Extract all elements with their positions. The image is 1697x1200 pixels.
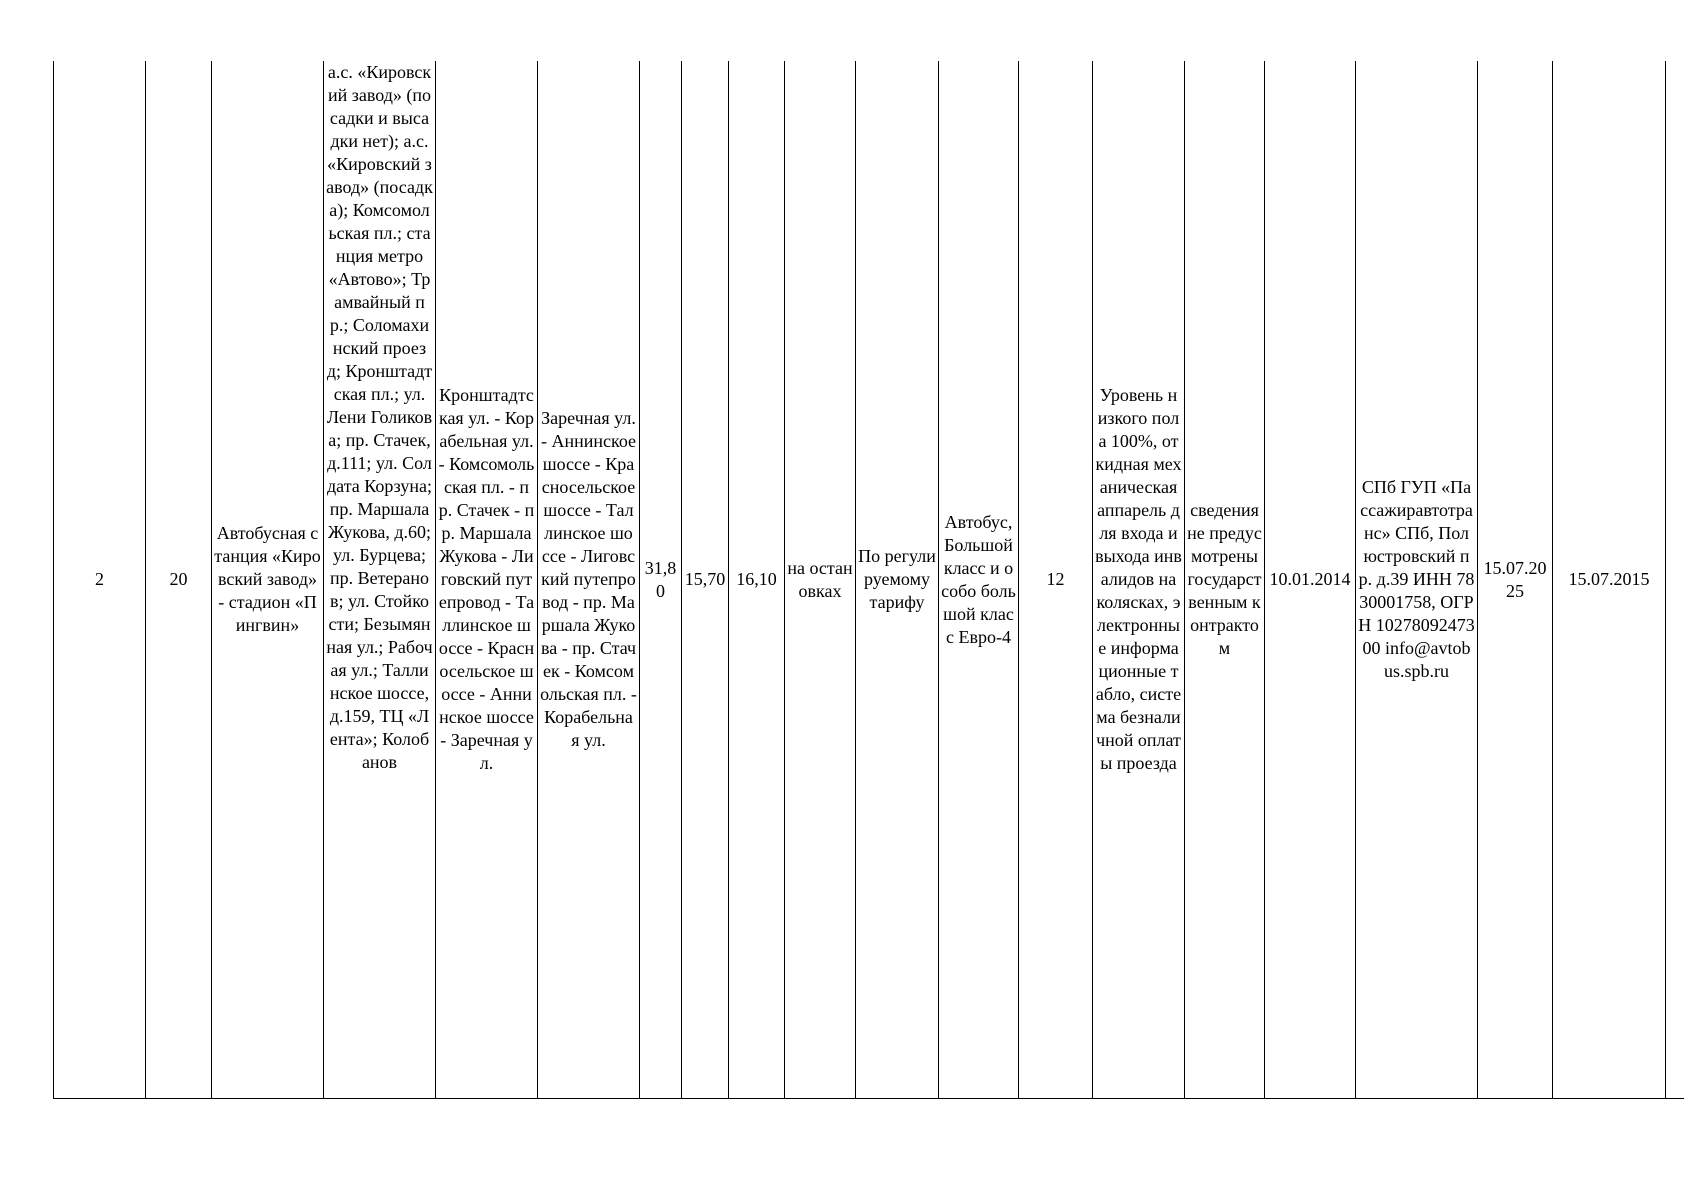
route-length-backward-cell: 16,10 bbox=[729, 61, 785, 1099]
table-row bbox=[54, 61, 1684, 1099]
date-cell: 15.07.2025 bbox=[1478, 61, 1553, 1099]
tariff-cell: По регулируемому тарифу bbox=[856, 61, 939, 1099]
empty-cell bbox=[1666, 61, 1684, 1099]
vehicle-count-cell: 12 bbox=[1019, 61, 1093, 1099]
vehicle-class-cell: Автобус, Большой класс и особо большой класс Евро-4 bbox=[939, 61, 1019, 1099]
stops-list-cell: а.с. «Кировский завод» (посадки и высадки нет); а.с. «Кировский завод» (посадка); Комсомольская пл.; станция метро «Автово»; Трамвайный пр.; Соломахинский проезд; Кронштадтская пл.; ул. Лени Голикова; пр. Стачек, д.111; ул. Солдата Корзуна; пр. Маршала Жукова, д.60; ул. Бурцева; пр. Ветеранов; ул. Стойкости; Безымянная ул.; Рабочая ул.; Таллинское шоссе, д.159, ТЦ «Лента»; Колобанов bbox=[324, 61, 436, 1099]
carrier-cell: СПб ГУП «Пассажиравтотранс» СПб, Полюстровский пр. д.39 ИНН 7830001758, ОГРН 1027809247300 info@avtobus.spb.ru bbox=[1356, 61, 1478, 1099]
start-date-cell: 10.01.2014 bbox=[1265, 61, 1356, 1099]
route-length-forward-cell: 15,70 bbox=[682, 61, 729, 1099]
route-register-table bbox=[53, 61, 1684, 1099]
vehicle-features-cell: Уровень низкого пола 100%, откидная механическая аппарель для входа и выхода инвалидов на колясках, электронные информационные табло, система безналичной оплаты проезда bbox=[1093, 61, 1185, 1099]
streets-backward-cell: Заречная ул. - Аннинское шоссе - Красносельское шоссе - Таллинское шоссе - Лиговский путепровод - пр. Маршала Жукова - пр. Стачек - Комсомольская пл. - Корабельная ул. bbox=[538, 61, 640, 1099]
seq-number-cell: 2 bbox=[54, 61, 146, 1099]
route-number-cell: 20 bbox=[146, 61, 212, 1099]
date-cell: 15.07.2015 bbox=[1553, 61, 1666, 1099]
route-length-total-cell: 31,80 bbox=[640, 61, 682, 1099]
streets-forward-cell: Кронштадтская ул. - Корабельная ул. - Комсомольская пл. - пр. Стачек - пр. Маршала Жукова - Лиговский путепровод - Таллинское шоссе - Красносельское шоссе - Аннинское шоссе - Заречная ул. bbox=[436, 61, 538, 1099]
route-name-cell: Автобусная станция «Кировский завод» - стадион «Пингвин» bbox=[212, 61, 324, 1099]
contract-info-cell: сведения не предусмотрены государственным контрактом bbox=[1185, 61, 1265, 1099]
stop-order-cell: на остановках bbox=[785, 61, 856, 1099]
